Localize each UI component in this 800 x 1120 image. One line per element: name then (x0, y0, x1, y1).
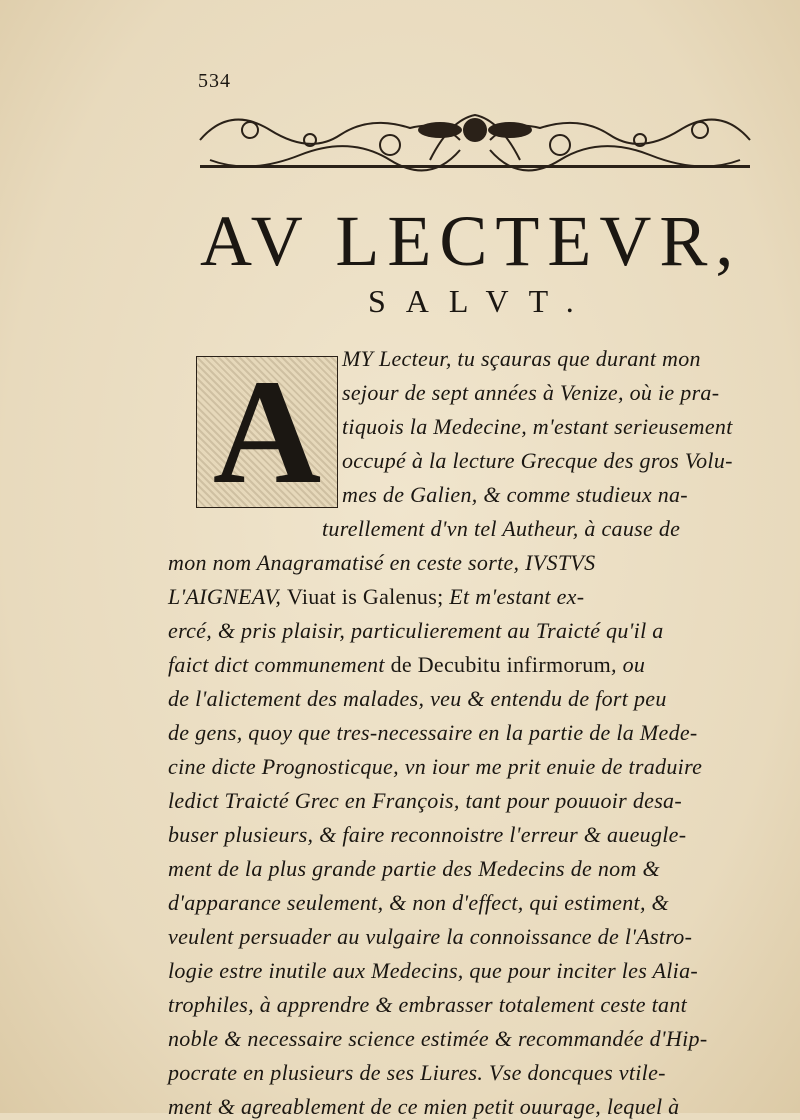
text-line: ment de la plus grande partie des Medecins de nom & (168, 856, 660, 881)
page-title: AV LECTEVR, (200, 201, 742, 281)
text-line: cine dicte Prognosticque, vn iour me prit enuie de traduire (168, 754, 703, 779)
headpiece-ornament (190, 100, 760, 180)
decorated-initial (196, 349, 338, 515)
page-subtitle: SALVT. (368, 283, 594, 319)
text-line: ment & agreablement de ce mien petit ouurage, lequel à (168, 1094, 680, 1119)
text-line: ercé, & pris plaisir, particulierement au Traicté qu'il a (168, 618, 664, 643)
text-line: veulent persuader au vulgaire la connoissance de l'Astro- (168, 924, 693, 949)
text-line: MY Lecteur, tu sçauras que durant mon (342, 346, 701, 371)
decorated-initial-letter: A (212, 349, 322, 515)
text-line: de l'alictement des malades, veu & entendu de fort peu (168, 686, 667, 711)
text-line: occupé à la lecture Grecque des gros Volu- (342, 448, 733, 473)
text-line: mes de Galien, & comme studieux na- (342, 482, 688, 507)
text-line: de gens, quoy que tres-necessaire en la partie de la Mede- (168, 720, 698, 745)
text-line: d'apparance seulement, & non d'effect, qui estiment, & (168, 890, 669, 915)
text-line: L'AIGNEAV, Viuat is Galenus; Et m'estant ex- (168, 584, 585, 609)
text-line: faict dict communement de Decubitu infirmorum, ou (168, 652, 646, 677)
text-line: sejour de sept années à Venize, où ie pra- (342, 380, 720, 405)
text-line: ledict Traicté Grec en François, tant pour pouuoir desa- (168, 788, 682, 813)
text-line: trophiles, à apprendre & embrasser totalement ceste tant (168, 992, 688, 1017)
text-line: noble & necessaire science estimée & recommandée d'Hip- (168, 1026, 708, 1051)
text-line: buser plusieurs, & faire reconnoistre l'erreur & aueugle- (168, 822, 687, 847)
text-line: pocrate en plusieurs de ses Liures. Vse doncques vtile- (168, 1060, 666, 1085)
text-line: mon nom Anagramatisé en ceste sorte, IVSTVS (168, 550, 596, 575)
text-line: turellement d'vn tel Autheur, à cause de (322, 516, 681, 541)
page-number: 534 (198, 70, 231, 92)
text-line: logie estre inutile aux Medecins, que pour inciter les Alia- (168, 958, 698, 983)
text-line: tiquois la Medecine, m'estant serieusement (342, 414, 733, 439)
